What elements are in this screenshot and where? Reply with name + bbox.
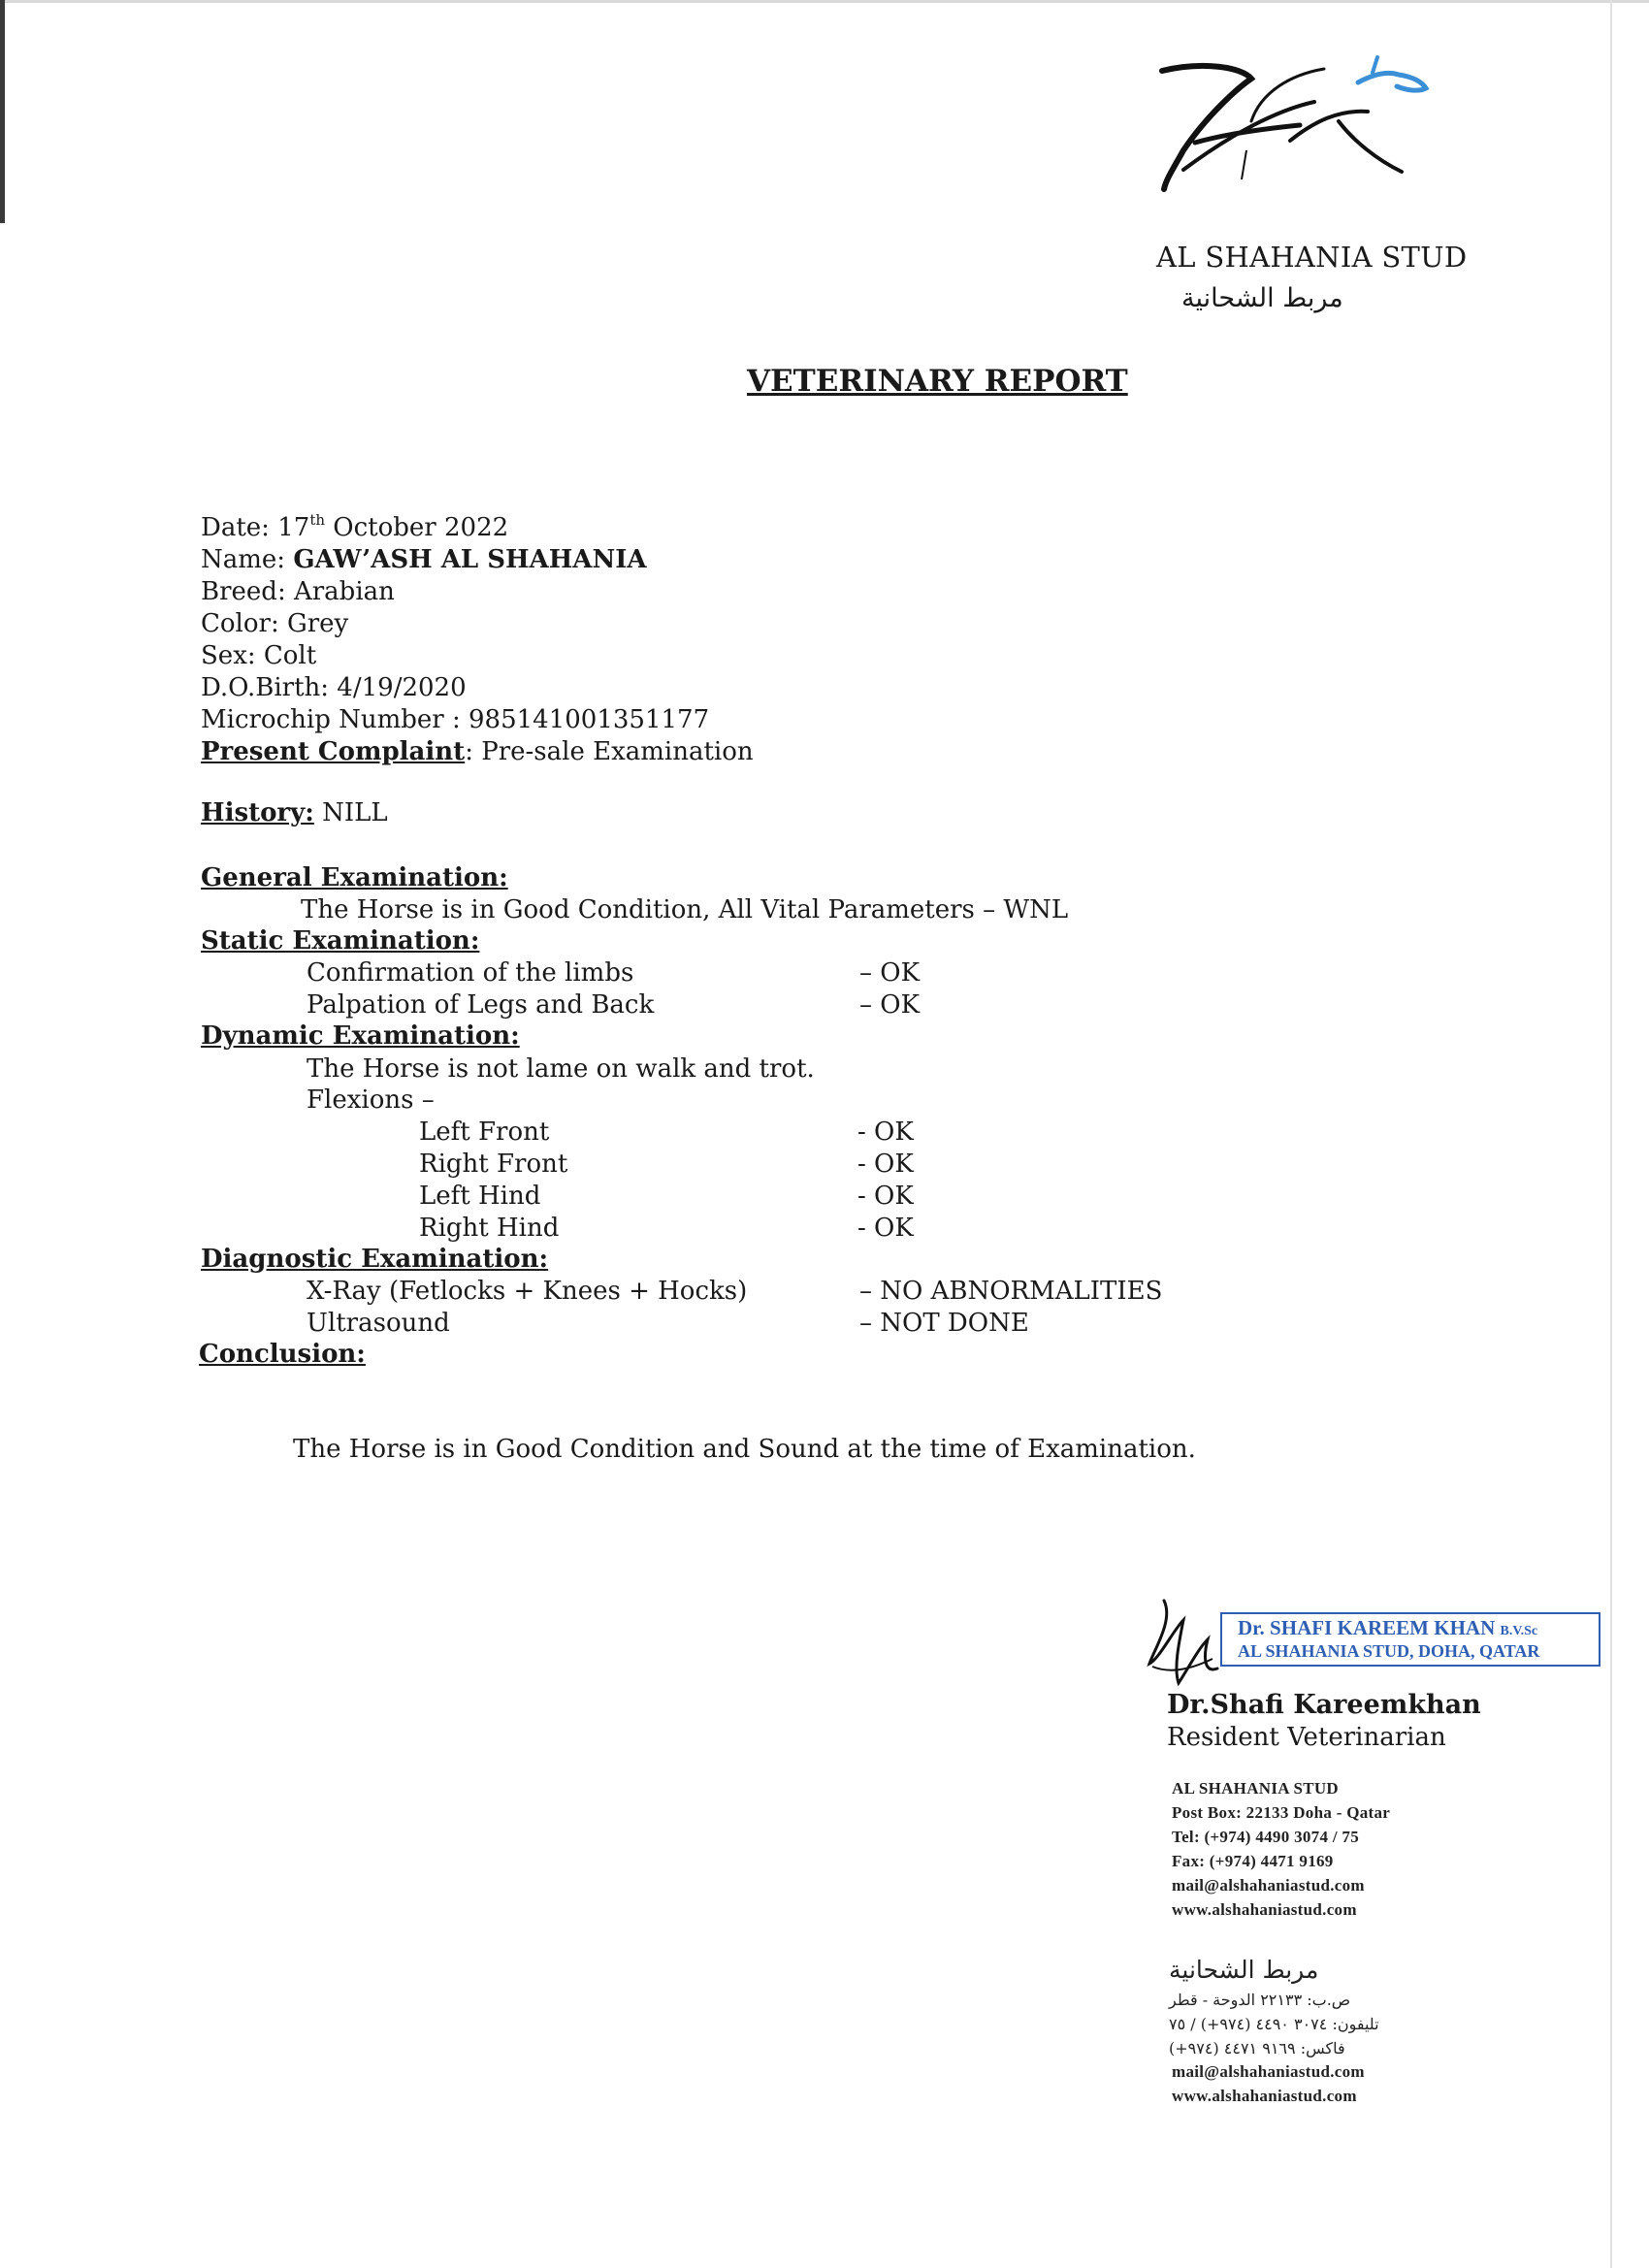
static-item-label: Confirmation of the limbs bbox=[307, 958, 634, 988]
color-field: Color: Grey bbox=[201, 609, 349, 638]
handwritten-signature bbox=[1145, 1591, 1222, 1698]
footer-email-2: mail@alshahaniastud.com bbox=[1172, 2062, 1365, 2081]
flexion-result: - OK bbox=[857, 1182, 914, 1211]
conclusion-text: The Horse is in Good Condition and Sound at the time of Examination. bbox=[293, 1435, 1196, 1464]
dynamic-examination-heading: Dynamic Examination: bbox=[201, 1021, 520, 1051]
flexion-label: Right Hind bbox=[419, 1214, 560, 1243]
footer-website-2: www.alshahaniastud.com bbox=[1172, 2087, 1357, 2105]
sex-field: Sex: Colt bbox=[201, 641, 317, 670]
breed-field: Breed: Arabian bbox=[201, 577, 395, 606]
footer-pobox: Post Box: 22133 Doha - Qatar bbox=[1172, 1803, 1391, 1822]
stud-logo-horse bbox=[1145, 53, 1436, 209]
signatory-name: Dr.Shafi Kareemkhan bbox=[1167, 1690, 1481, 1720]
microchip-field: Microchip Number : 985141001351177 bbox=[201, 705, 710, 734]
conclusion-heading: Conclusion: bbox=[199, 1340, 366, 1369]
flexion-result: - OK bbox=[857, 1214, 914, 1243]
footer-fax: Fax: (+974) 4471 9169 bbox=[1172, 1852, 1334, 1870]
flexion-label: Left Front bbox=[419, 1118, 550, 1147]
dynamic-examination-text: The Horse is not lame on walk and trot. bbox=[307, 1054, 815, 1084]
date-field: Date: 17th October 2022 bbox=[201, 511, 509, 542]
footer-tel: Tel: (+974) 4490 3074 / 75 bbox=[1172, 1828, 1359, 1846]
flexions-label: Flexions – bbox=[307, 1085, 435, 1115]
flexion-label: Right Front bbox=[419, 1150, 568, 1179]
static-examination-heading: Static Examination: bbox=[201, 926, 480, 956]
flexion-result: - OK bbox=[857, 1118, 914, 1147]
dob-field: D.O.Birth: 4/19/2020 bbox=[201, 673, 467, 702]
name-field: Name: GAW’ASH AL SHAHANIA bbox=[201, 545, 647, 574]
diagnostic-item-label: X-Ray (Fetlocks + Knees + Hocks) bbox=[307, 1277, 748, 1306]
diagnostic-item-label: Ultrasound bbox=[307, 1309, 450, 1338]
static-item-result: – OK bbox=[859, 958, 921, 988]
static-item-result: – OK bbox=[859, 990, 921, 1020]
stud-name-arabic: مربط الشحانية bbox=[1181, 283, 1343, 313]
diagnostic-item-result: – NOT DONE bbox=[859, 1309, 1029, 1338]
general-examination-heading: General Examination: bbox=[201, 863, 508, 892]
stud-name: AL SHAHANIA STUD bbox=[1156, 241, 1468, 274]
footer-pobox-arabic: ص.ب: ٢٢١٣٣ الدوحة - قطر bbox=[1169, 1991, 1351, 2009]
footer-fax-arabic: فاكس: ٩١٦٩ ٤٤٧١ (٩٧٤+) bbox=[1169, 2039, 1345, 2057]
diagnostic-item-result: – NO ABNORMALITIES bbox=[859, 1277, 1163, 1306]
doctor-stamp: Dr. SHAFI KAREEM KHAN B.V.Sc AL SHAHANIA STUD, DOHA, QATAR bbox=[1220, 1612, 1600, 1667]
present-complaint-field: Present Complaint: Pre-sale Examination bbox=[201, 737, 754, 766]
signatory-role: Resident Veterinarian bbox=[1167, 1723, 1446, 1752]
scan-edge-top bbox=[0, 0, 1649, 3]
footer-org: AL SHAHANIA STUD bbox=[1172, 1779, 1340, 1798]
scan-edge-right bbox=[1610, 0, 1612, 2268]
flexion-label: Left Hind bbox=[419, 1182, 541, 1211]
report-title: VETERINARY REPORT bbox=[747, 364, 1128, 399]
scan-edge-left bbox=[0, 0, 5, 223]
footer-tel-arabic: تليفون: ٣٠٧٤ ٤٤٩٠ (٩٧٤+) / ٧٥ bbox=[1169, 2015, 1379, 2033]
diagnostic-examination-heading: Diagnostic Examination: bbox=[201, 1245, 549, 1274]
footer-email: mail@alshahaniastud.com bbox=[1172, 1876, 1365, 1895]
general-examination-text: The Horse is in Good Condition, All Vital Parameters – WNL bbox=[301, 895, 1069, 924]
static-item-label: Palpation of Legs and Back bbox=[307, 990, 655, 1020]
history-field: History: NILL bbox=[201, 798, 388, 827]
footer-website: www.alshahaniastud.com bbox=[1172, 1900, 1357, 1919]
flexion-result: - OK bbox=[857, 1150, 914, 1179]
footer-org-arabic: مربط الشحانية bbox=[1169, 1956, 1319, 1984]
